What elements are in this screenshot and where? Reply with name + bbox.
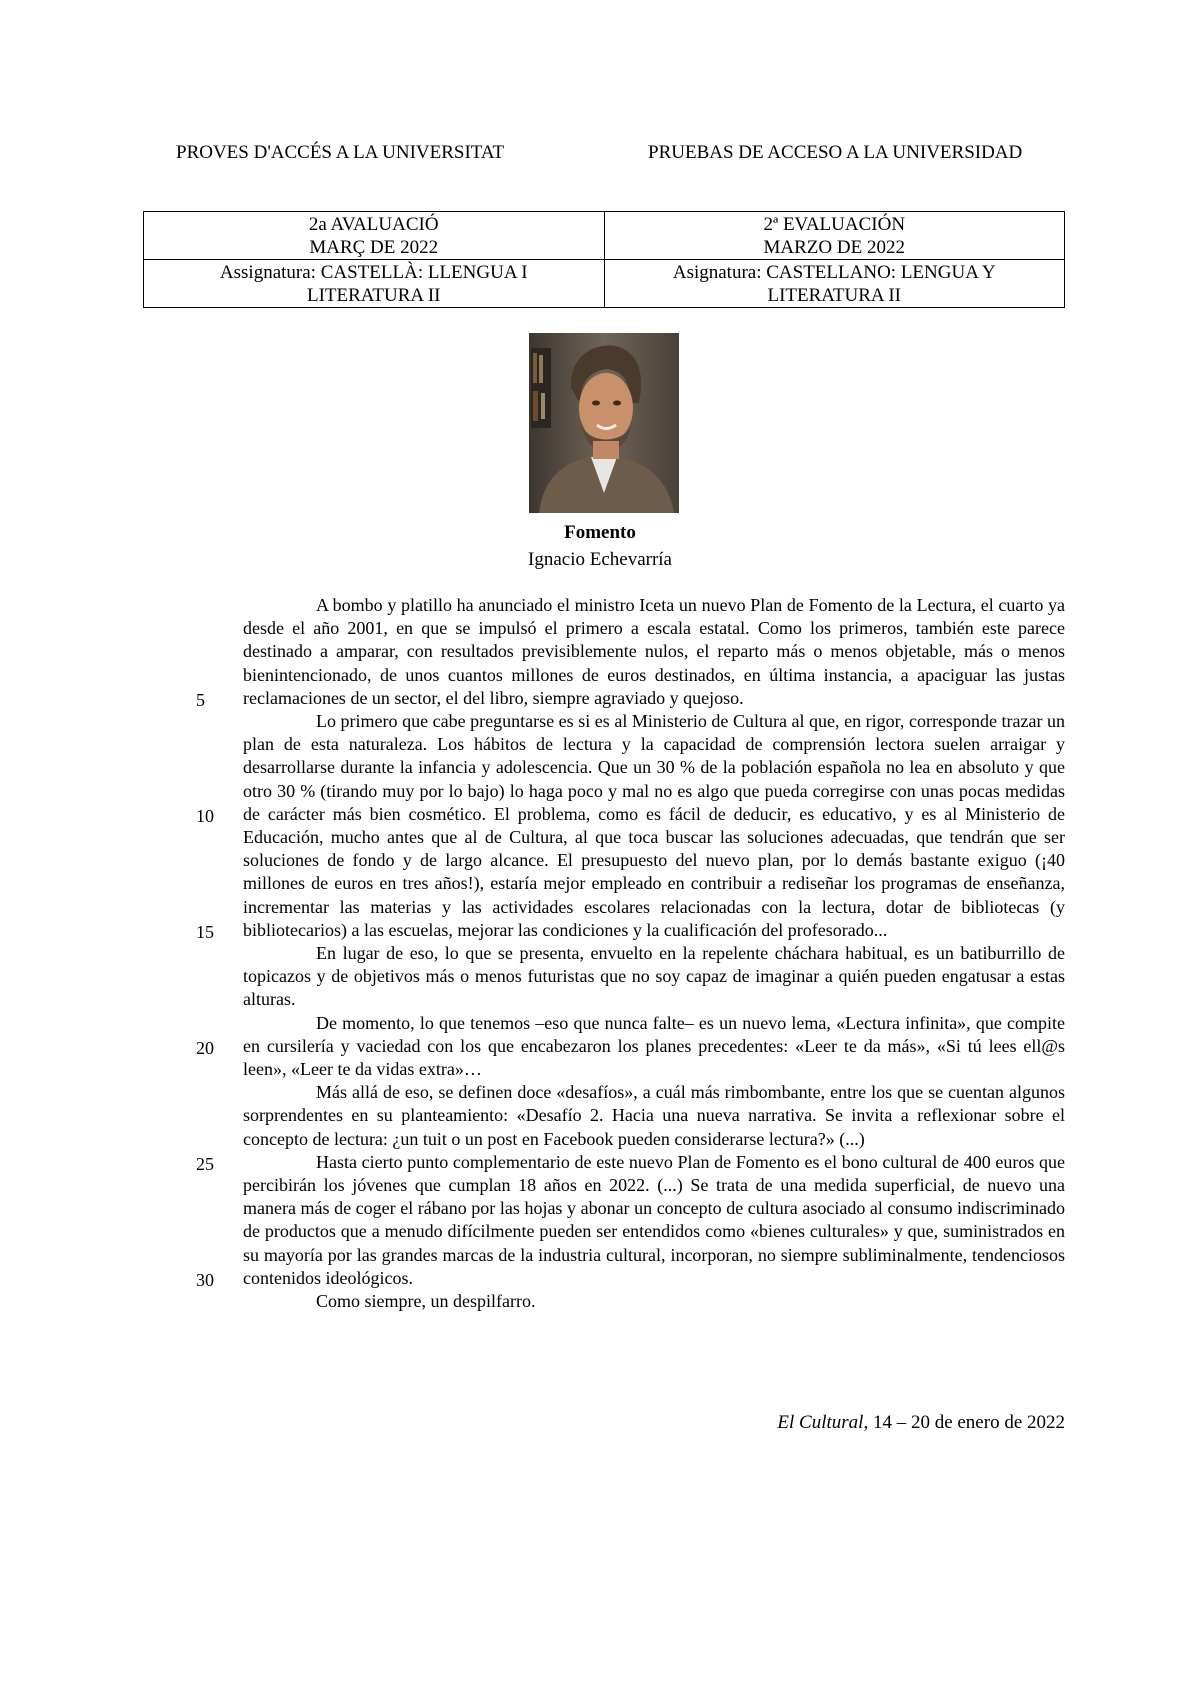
line-number: 10: [196, 806, 214, 826]
article-source: [777, 1412, 1065, 1434]
evaluation-ca-line1: 2a AVALUACIÓ: [308, 214, 439, 235]
evaluation-cell-es: [604, 212, 1065, 260]
line-number: 15: [196, 922, 214, 942]
subject-cell-es: [604, 260, 1065, 308]
article-paragraph: Lo primero que cabe preguntarse es si es al Ministerio de Cultura al que, en rigor, corresponde trazar un plan de esta naturaleza. Los hábitos de lectura y la capacidad de comprensión lectora suelen arraigar y desarrollarse durante la infancia y adolescencia. Que un 30 % de la población española no lea en absoluto y que otro 30 % (tirando muy por lo bajo) lo haga poco y mal no es algo que pueda corregirse con unas pocas medidas de carácter más bien cosmético. El problema, como es fácil de deducir, es educativo, y es al Ministerio de Educación, mucho antes que al de Cultura, al que toca buscar las soluciones adecuadas, que tendrán que ser soluciones de fondo y de largo alcance. El presupuesto del nuevo plan, por lo demás bastante exiguo (¡40 millones de euros en tres años!), estaría mejor empleado en contribuir a rediseñar los programas de enseñanza, incrementar las materias y las actividades escolares relacionadas con la lectura, dotar de bibliotecas (y bibliotecarios) a las escuelas, mejorar las condiciones y la cualificación del profesorado...: [243, 711, 1065, 940]
article-body: [243, 594, 1065, 1313]
subject-es-line1: Asignatura: CASTELLANO: LENGUA Y: [672, 262, 996, 283]
subject-ca-line2: LITERATURA II: [306, 285, 441, 306]
line-number: 30: [196, 1270, 214, 1290]
article-paragraph: Más allá de eso, se definen doce «desafíos», a cuál más rimbombante, entre los que se cuentan algunos sorprendentes en su planteamiento: «Desafío 2. Hacia una nueva narrativa. Se invita a reflexionar sobre el concepto de lectura: ¿un tuit o un post en Facebook pueden considerarse lectura?» (...): [243, 1082, 1065, 1149]
header-right: PRUEBAS DE ACCESO A LA UNIVERSIDAD: [648, 142, 1023, 163]
article-paragraph: Como siempre, un despilfarro.: [316, 1291, 536, 1312]
article-title: Fomento: [564, 522, 636, 543]
subject-ca-line1: Assignatura: CASTELLÀ: LLENGUA I: [219, 262, 528, 283]
line-number: 20: [196, 1038, 214, 1058]
header-left: PROVES D'ACCÉS A LA UNIVERSITAT: [176, 142, 505, 163]
exam-info-table: [143, 211, 1065, 308]
evaluation-cell-ca: [144, 212, 605, 260]
line-number: 5: [196, 690, 205, 710]
subject-es-line2: LITERATURA II: [767, 285, 901, 306]
source-publication: El Cultural: [777, 1412, 864, 1433]
article-paragraph: Hasta cierto punto complementario de este nuevo Plan de Fomento es el bono cultural de 400 euros que percibirán los jóvenes que cumplan 18 años en 2022. (...) Se trata de una medida superficial, de nuevo una manera más de coger el rábano por las hojas y abonar un concepto de cultura asociado al consumo indiscriminado de productos que a menudo difícilmente pueden ser entendidos como «bienes culturales» y que, suministrados en su mayoría por las grandes marcas de la industria cultural, incorporan, no siempre subliminalmente, tendenciosos contenidos ideológicos.: [243, 1151, 1065, 1288]
author-photo: [529, 333, 679, 513]
evaluation-ca-line2: MARÇ DE 2022: [309, 237, 439, 258]
line-number: 25: [196, 1154, 214, 1174]
article-paragraph: A bombo y platillo ha anunciado el ministro Iceta un nuevo Plan de Fomento de la Lectura, el cuarto ya desde el año 2001, en que se impulsó el primero a escala estatal. Como los primeros, también este parece destinado a amparar, con resultados previsiblemente nulos, el reparto más o menos objetable, más o menos bienintencionado, de unos cuantos millones de euros destinados, en última instancia, a apaciguar las justas reclamaciones de un sector, el del libro, siempre agraviado y quejoso.: [243, 595, 1065, 708]
article-author: Ignacio Echevarría: [528, 549, 672, 570]
evaluation-es-line1: 2ª EVALUACIÓN: [763, 214, 906, 235]
author-portrait-image: [529, 333, 679, 513]
article-paragraph: En lugar de eso, lo que se presenta, envuelto en la repelente cháchara habitual, es un batiburrillo de topicazos y de objetivos más o menos futuristas que no soy capaz de imaginar a quién pueden engatusar a estas alturas.: [243, 943, 1065, 1010]
subject-cell-ca: [144, 260, 605, 308]
article-paragraph: De momento, lo que tenemos –eso que nunca falte– es un nuevo lema, «Lectura infinita», que compite en cursilería y vaciedad con los que encabezaron los planes precedentes: «Leer te da más», «Si tú lees ell@s leen», «Leer te da vidas extra»…: [243, 1012, 1065, 1080]
source-date: , 14 – 20 de enero de 2022: [863, 1412, 1065, 1433]
evaluation-es-line2: MARZO DE 2022: [763, 237, 905, 258]
